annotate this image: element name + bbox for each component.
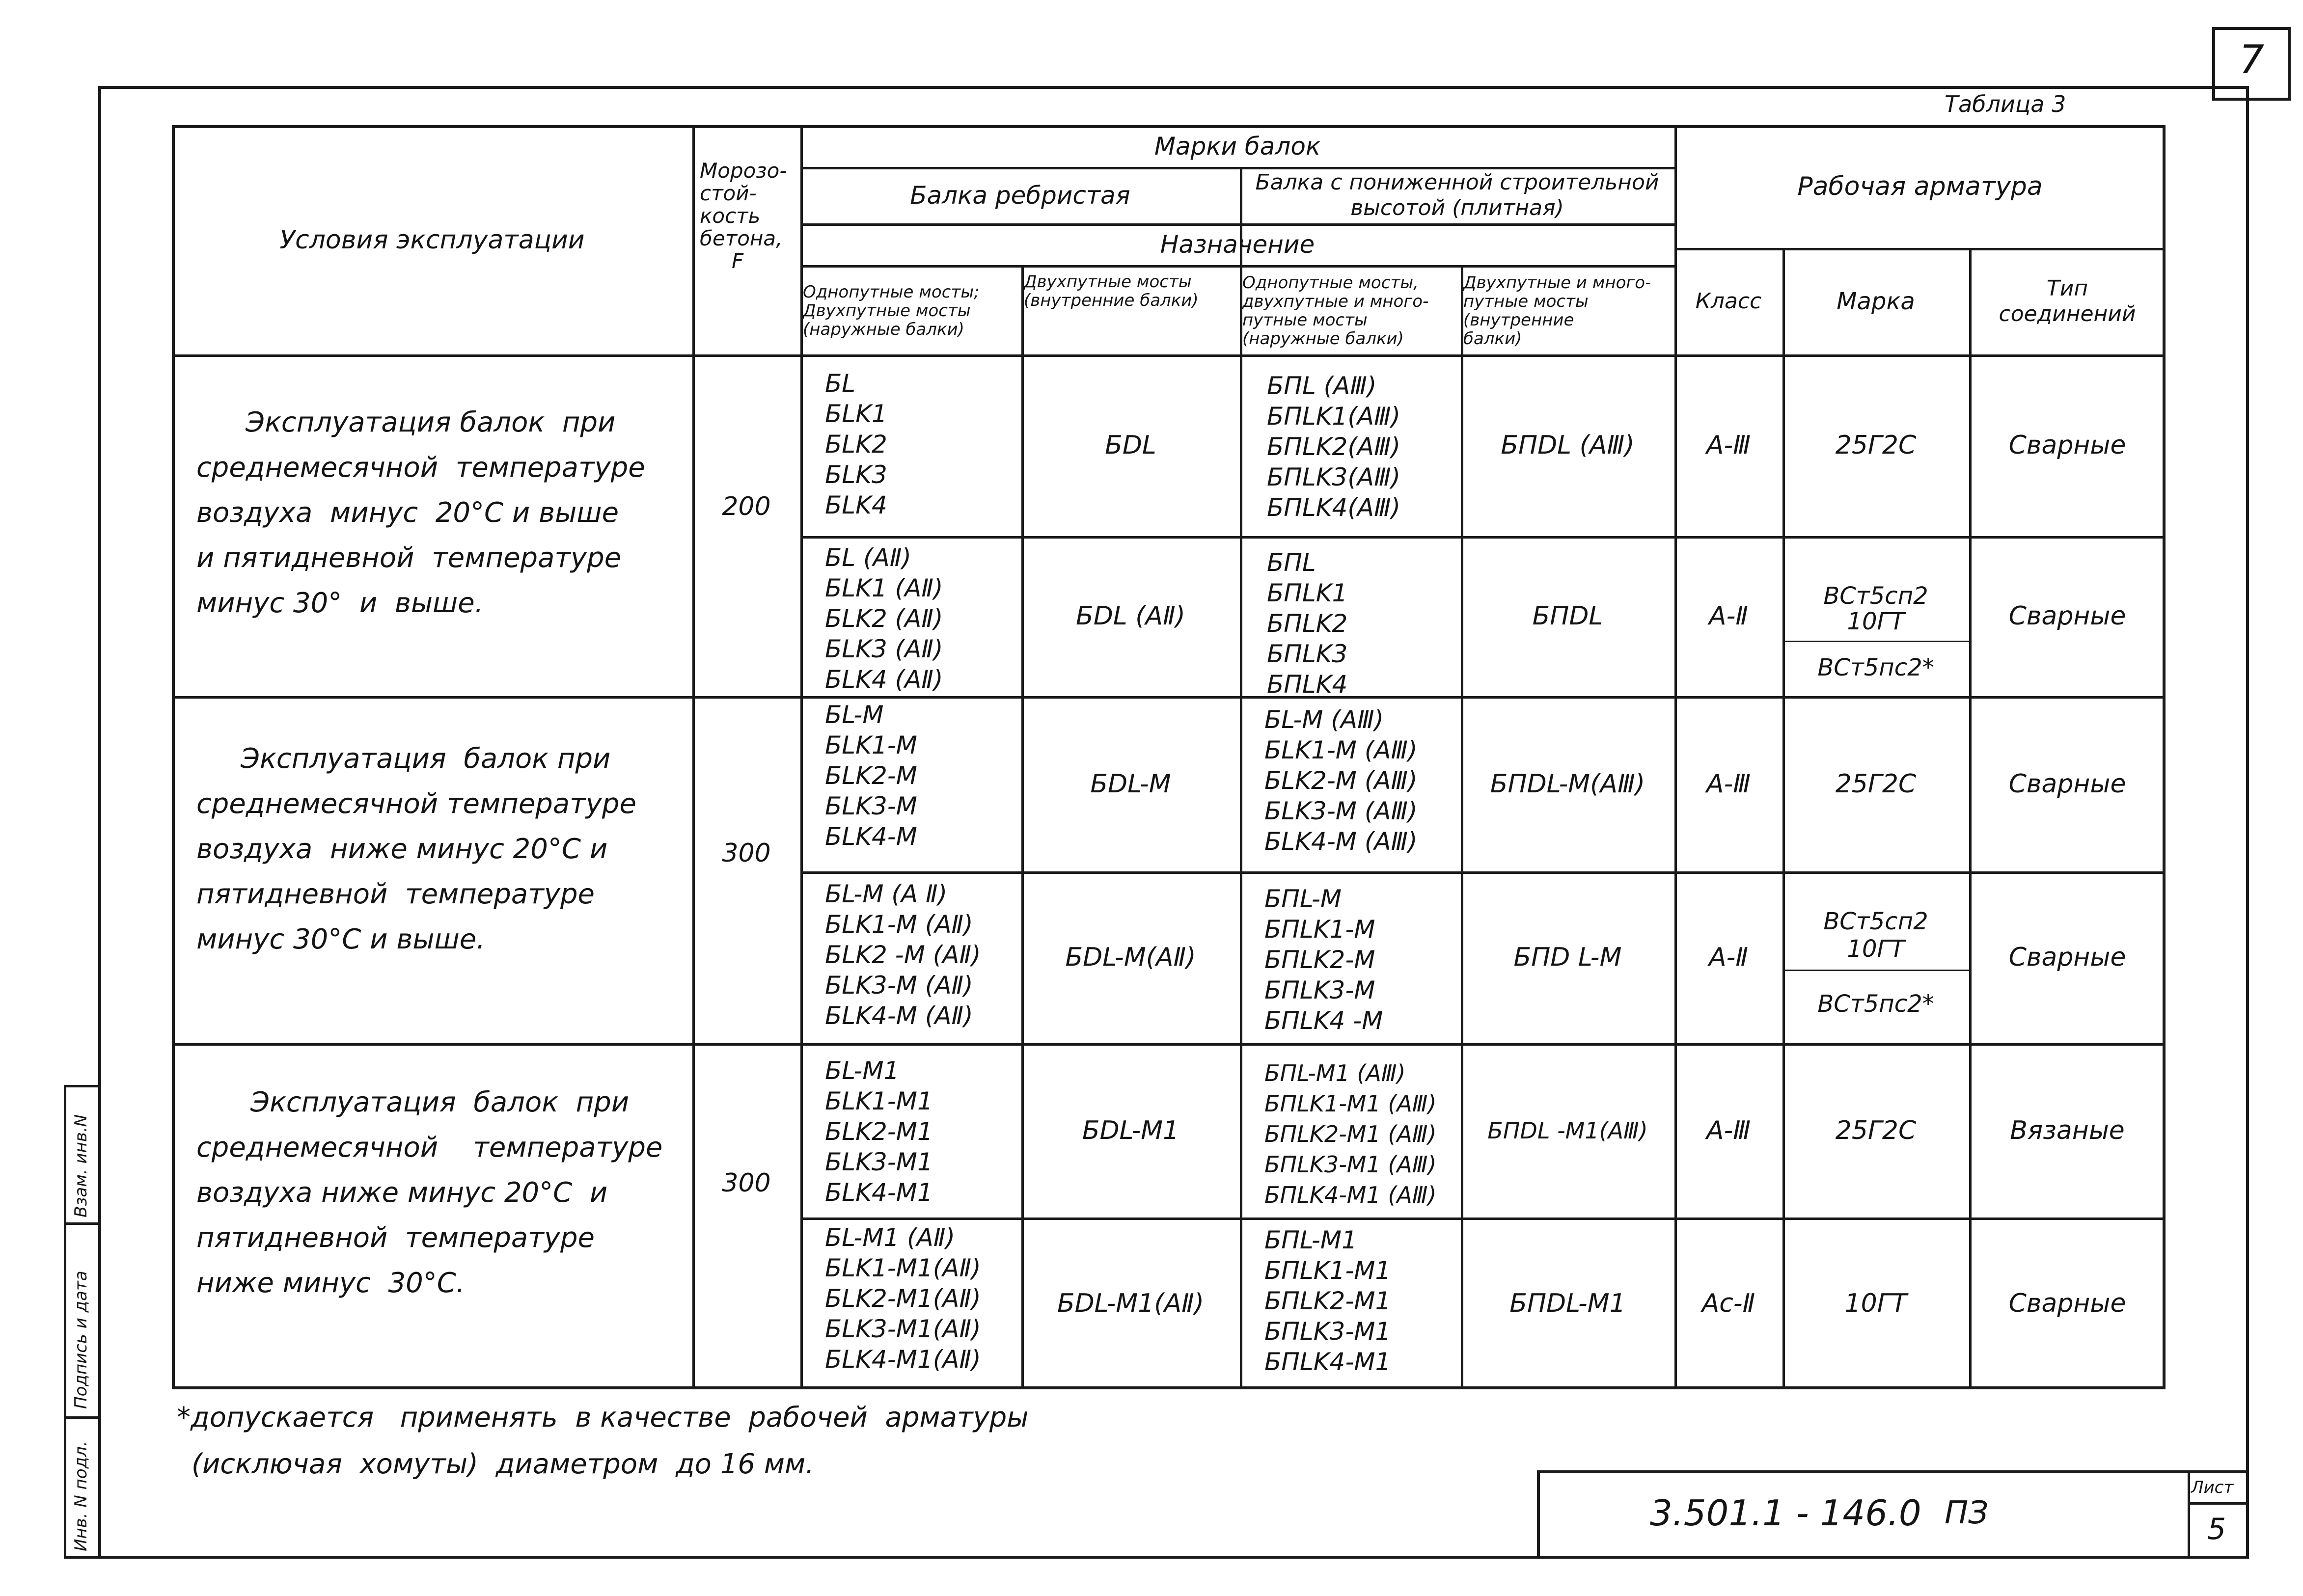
header-purpose: Назначение: [1160, 230, 1315, 259]
g3-r1-col1: БL-М1 БLK1-М1 БLK2-М1 БLK3-М1 БLK4-М1: [825, 1056, 933, 1207]
g2-r2-join: Сварные: [2008, 943, 2126, 972]
header-frost: Морозо- стой- кость бетона, F: [700, 159, 787, 273]
g2-r1-class: А-Ⅲ: [1706, 769, 1751, 799]
conditions-group-3: Эксплуатация балок при среднемесячной температуре воздуха ниже минус 20°С и пятидневной температуре ниже минус 30°С.: [196, 1086, 663, 1299]
g1-r1-col1: БL БLK1 БLK2 БLK3 БLK4: [825, 369, 887, 519]
page-number-corner: 7: [2239, 37, 2264, 82]
g2-r1-mark: 25Г2С: [1835, 769, 1917, 799]
g2-r2-class: А-Ⅱ: [1709, 943, 1748, 972]
g3-r1-col3: БПL-М1 (АⅢ) БПLK1-М1 (АⅢ) БПLK2-М1 (АⅢ) БПLK3-М1 (АⅢ) БПLK4-М1 (АⅢ): [1264, 1060, 1437, 1208]
g1-r2-join: Сварные: [2008, 601, 2126, 631]
g2-r2-col3: БПL-М БПLK1-М БПLK2-М БПLK3-М БПLK4 -М: [1264, 885, 1383, 1035]
g1-r2-col1: БL (АⅡ) БLK1 (АⅡ) БLK2 (АⅡ) БLK3 (АⅡ) БLK4 (АⅡ): [825, 543, 943, 694]
g1-r2-col2: БDL (АⅡ): [1076, 601, 1185, 631]
header-marks: Марки балок: [1154, 132, 1321, 161]
g1-r1-class: А-Ⅲ: [1706, 431, 1751, 460]
g2-r2-col4: БПD L-М: [1513, 943, 1622, 972]
header-col2: Двухпутные мосты (внутренние балки): [1024, 272, 1199, 310]
g1-r1-col4: БПDL (АⅢ): [1501, 431, 1635, 460]
g3-r1-join: Вязаные: [2010, 1115, 2125, 1145]
header-class: Класс: [1695, 289, 1762, 314]
g3-r1-mark: 25Г2С: [1835, 1115, 1917, 1145]
g1-r1-mark: 25Г2С: [1835, 431, 1917, 460]
header-rebar: Рабочая арматура: [1797, 172, 2043, 201]
header-lowered: Балка с пониженной строительной высотой (плитная): [1255, 169, 1659, 220]
frost-group-2: 300: [722, 839, 771, 868]
table-label: Таблица 3: [1945, 91, 2066, 117]
header-col3: Однопутные мосты, двухпутные и много- путные мосты (наружные балки): [1242, 272, 1429, 349]
conditions-group-1: Эксплуатация балок при среднемесячной температуре воздуха минус 20°С и выше и пятидневной температуре минус 30° и выше.: [196, 406, 645, 619]
document-code: 3.501.1 - 146.0: [1650, 1492, 1921, 1534]
g1-r1-col3: БПL (АⅢ) БПLK1(АⅢ) БПLK2(АⅢ) БПLK3(АⅢ) БПLK4(АⅢ): [1267, 372, 1401, 522]
header-col1: Однопутные мосты; Двухпутные мосты (наружные балки): [803, 282, 980, 339]
g2-r2-mark-bottom: ВСт5пс2*: [1817, 990, 1934, 1018]
header-mark: Марка: [1837, 287, 1915, 315]
header-conditions: Условия эксплуатации: [279, 225, 585, 255]
document-type: ПЗ: [1945, 1495, 1989, 1531]
conditions-group-2: Эксплуатация балок при среднемесячной температуре воздуха ниже минус 20°С и пятидневной температуре минус 30°С и выше.: [196, 743, 636, 955]
g3-r2-col2: БDL-М1(АⅡ): [1057, 1289, 1205, 1318]
g2-r1-col1: БL-М БLK1-М БLK2-М БLK3-М БLK4-М: [825, 701, 917, 851]
sheet-number: 5: [2207, 1512, 2226, 1546]
g3-r1-col2: БDL-М1: [1082, 1115, 1179, 1145]
g3-r2-class: Аc-Ⅱ: [1701, 1289, 1755, 1318]
g3-r1-class: А-Ⅲ: [1706, 1115, 1751, 1145]
footnote: *допускается применять в качестве рабочей арматуры (исключая хомуты) диаметром до 16 мм.: [177, 1402, 1029, 1480]
g2-r1-col4: БПDL-М(АⅢ): [1490, 769, 1645, 799]
header-join: Тип соединений: [1999, 275, 2136, 326]
sheet-label: Лист: [2191, 1478, 2234, 1497]
g3-r2-col3: БПL-М1 БПLK1-М1 БПLK2-М1 БПLK3-М1 БПLK4-М1: [1264, 1226, 1391, 1376]
g3-r2-col4: БПDL-М1: [1509, 1289, 1626, 1318]
g1-r2-col3: БПL БПLK1 БПLK2 БПLK3 БПLK4: [1267, 548, 1348, 699]
g2-r1-col3: БL-М (АⅢ) БLK1-М (АⅢ) БLK2-М (АⅢ) БLK3-М (АⅢ) БLK4-М (АⅢ): [1264, 705, 1418, 856]
g3-r1-col4: БПDL -М1(АⅢ): [1487, 1117, 1648, 1144]
g1-r2-mark-top: ВСт5сп2 10ГТ: [1823, 582, 1928, 635]
g3-r2-col1: БL-М1 (АⅡ) БLK1-М1(АⅡ) БLK2-М1(АⅡ) БLK3-М1(АⅡ) БLK4-М1(АⅡ): [825, 1223, 981, 1374]
g3-r2-join: Сварные: [2008, 1289, 2126, 1318]
g3-r2-mark: 10ГТ: [1844, 1289, 1907, 1318]
stamp-inventory: Инв. N подл.: [71, 1441, 91, 1551]
stamp-replacement: Взам. инв.N: [71, 1114, 91, 1217]
g1-r1-col2: БDL: [1105, 431, 1156, 460]
g2-r1-col2: БDL-М: [1090, 769, 1171, 799]
frost-group-1: 200: [722, 492, 771, 521]
g2-r2-col1: БL-М (А Ⅱ) БLK1-М (АⅡ) БLK2 -М (АⅡ) БLK3-М (АⅡ) БLK4-М (АⅡ): [825, 880, 981, 1030]
g1-r1-join: Сварные: [2008, 431, 2126, 460]
header-ribbed: Балка ребристая: [910, 181, 1130, 210]
stamp-signature-date: Подпись и дата: [71, 1271, 91, 1409]
g1-r2-class: А-Ⅱ: [1709, 601, 1748, 631]
g2-r2-mark-top: ВСт5сп2 10ГТ: [1823, 908, 1928, 963]
g1-r2-col4: БПDL: [1532, 601, 1603, 631]
frost-group-3: 300: [722, 1168, 771, 1198]
header-col4: Двухпутные и много- путные мосты (внутренние балки): [1463, 272, 1651, 349]
g1-r2-mark-bottom: ВСт5пс2*: [1817, 654, 1934, 681]
g2-r1-join: Сварные: [2008, 769, 2126, 799]
g2-r2-col2: БDL-М(АⅡ): [1065, 943, 1196, 972]
